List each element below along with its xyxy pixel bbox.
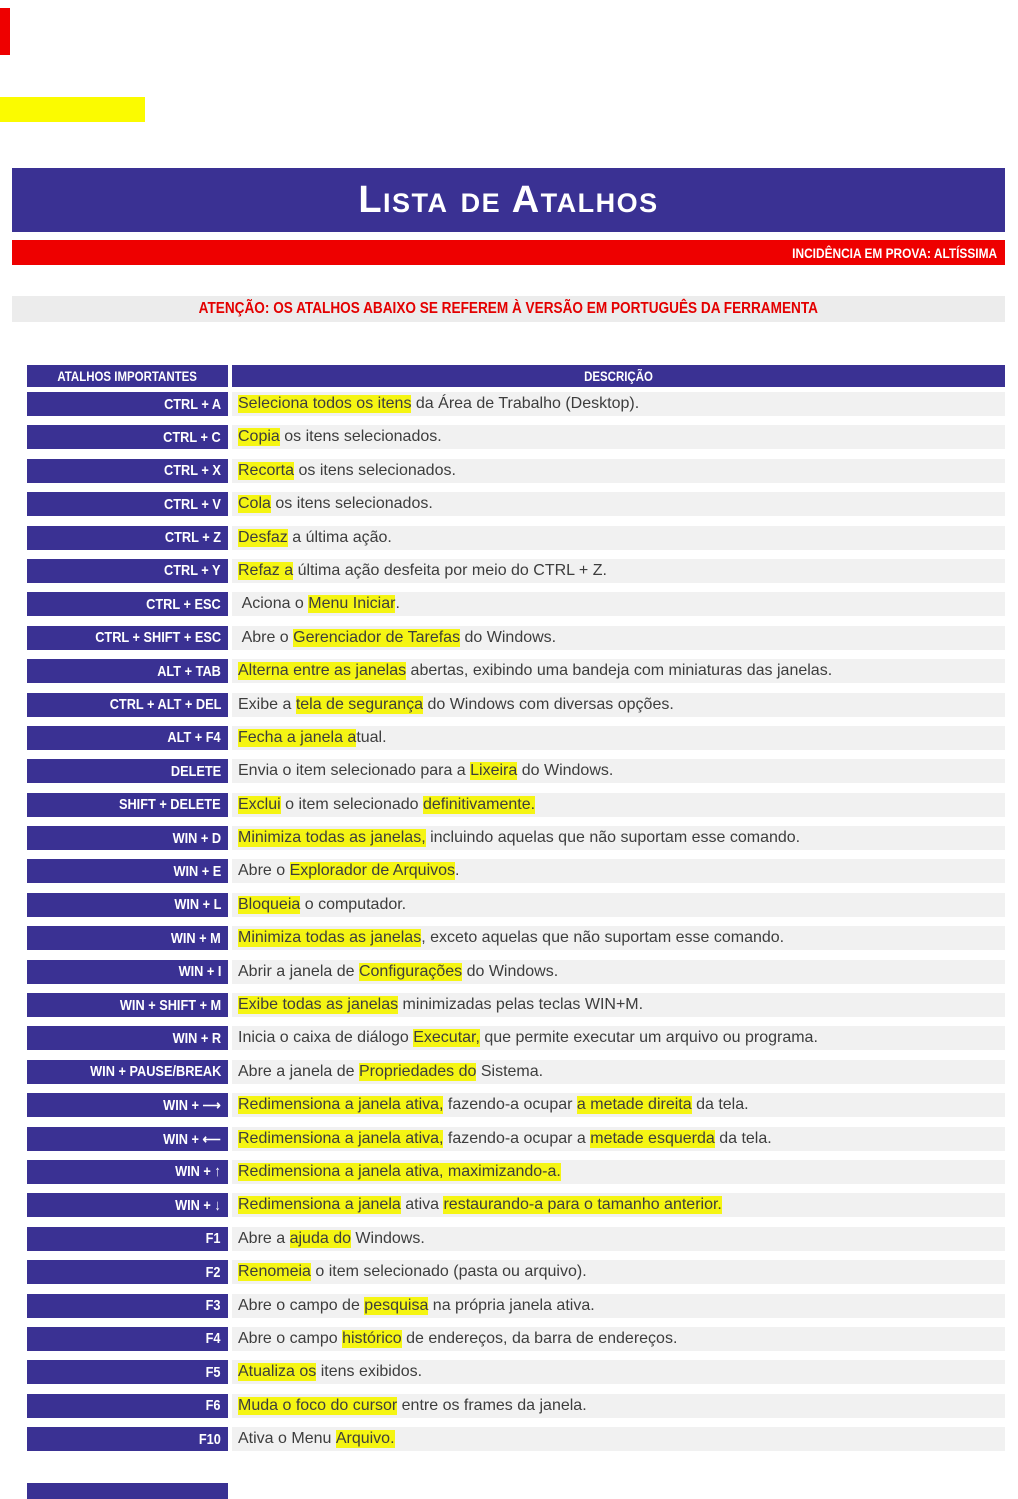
incidence-banner <box>12 240 1005 265</box>
warning-banner-text: ATENÇÃO: OS ATALHOS ABAIXO SE REFEREM À VERSÃO EM PORTUGUÊS DA FERRAMENTA <box>198 300 819 317</box>
shortcut-description: Envia o item selecionado para a Lixeira do Windows. <box>232 759 1005 783</box>
shortcut-description: Abre a ajuda do Windows. <box>232 1227 1005 1251</box>
shortcut-row <box>27 1427 1005 1451</box>
shortcut-description: Redimensiona a janela ativa, fazendo-a ocupar a metade direita da tela. <box>232 1093 1005 1117</box>
next-row-partial-bar <box>27 1483 228 1499</box>
shortcut-key-badge: CTRL + A <box>27 392 228 416</box>
incidence-banner-text: INCIDÊNCIA EM PROVA: ALTÍSSIMA <box>792 244 997 261</box>
shortcut-description: Abre o Explorador de Arquivos . <box>232 859 1005 883</box>
shortcut-row <box>27 559 1005 583</box>
shortcut-key-badge: WIN + SHIFT + M <box>27 993 228 1017</box>
shortcut-description: Ativa o Menu Arquivo. <box>232 1427 1005 1451</box>
shortcut-key-badge: WIN + I <box>27 960 228 984</box>
shortcut-row <box>27 993 1005 1017</box>
shortcut-key-badge: F10 <box>27 1427 228 1451</box>
shortcut-key-badge: WIN + PAUSE/BREAK <box>27 1060 228 1084</box>
shortcut-description: Abre o campo de pesquisa na própria janela ativa. <box>232 1294 1005 1318</box>
shortcut-row <box>27 893 1005 917</box>
shortcut-row <box>27 1327 1005 1351</box>
shortcut-row <box>27 1160 1005 1184</box>
shortcut-key-badge: SHIFT + DELETE <box>27 793 228 817</box>
shortcut-row <box>27 859 1005 883</box>
shortcut-key-badge: WIN + ↓ <box>27 1193 228 1217</box>
shortcut-description: Fecha a janela a tual. <box>232 726 1005 750</box>
shortcut-row <box>27 1193 1005 1217</box>
shortcut-key-badge: WIN + R <box>27 1026 228 1050</box>
shortcut-key-badge: WIN + ⟵ <box>27 1127 228 1151</box>
shortcut-description: Copia os itens selecionados. <box>232 425 1005 449</box>
shortcut-key-badge: CTRL + C <box>27 425 228 449</box>
title-bar <box>12 168 1005 232</box>
shortcut-description: Abre o Gerenciador de Tarefas do Windows. <box>232 626 1005 650</box>
shortcut-key-badge: CTRL + V <box>27 492 228 516</box>
shortcut-key-badge: WIN + ⟶ <box>27 1093 228 1117</box>
shortcut-description: Cola os itens selecionados. <box>232 492 1005 516</box>
shortcut-row <box>27 1026 1005 1050</box>
shortcut-key-badge: DELETE <box>27 759 228 783</box>
shortcut-row <box>27 1360 1005 1384</box>
page-edge-accent <box>0 8 10 55</box>
shortcut-key-badge: CTRL + X <box>27 459 228 483</box>
shortcut-row <box>27 425 1005 449</box>
shortcut-description: Desfaz a última ação. <box>232 526 1005 550</box>
shortcut-key-badge: F4 <box>27 1327 228 1351</box>
shortcut-description: Seleciona todos os itens da Área de Trabalho (Desktop). <box>232 392 1005 416</box>
shortcut-row <box>27 492 1005 516</box>
shortcut-row <box>27 592 1005 616</box>
shortcut-row <box>27 1260 1005 1284</box>
shortcut-description: Inicia o caixa de diálogo Executar, que permite executar um arquivo ou programa. <box>232 1026 1005 1050</box>
shortcut-key-badge: CTRL + Z <box>27 526 228 550</box>
shortcut-description: Exibe todas as janelas minimizadas pelas teclas WIN+M. <box>232 993 1005 1017</box>
shortcut-row <box>27 1093 1005 1117</box>
shortcut-row <box>27 459 1005 483</box>
shortcut-description: Alterna entre as janelas abertas, exibindo uma bandeja com miniaturas das janelas. <box>232 659 1005 683</box>
shortcut-description: Abre o campo histórico de endereços, da barra de endereços. <box>232 1327 1005 1351</box>
table-header-row <box>27 365 1005 387</box>
shortcut-key-badge: F5 <box>27 1360 228 1384</box>
shortcut-key-badge: CTRL + Y <box>27 559 228 583</box>
shortcut-description: Redimensiona a janela ativa, fazendo-a ocupar a metade esquerda da tela. <box>232 1127 1005 1151</box>
page-title: Lista de Atalhos <box>358 179 659 221</box>
column-header-shortcuts: ATALHOS IMPORTANTES <box>27 365 228 387</box>
shortcut-key-badge: CTRL + ESC <box>27 592 228 616</box>
yellow-highlight-block <box>0 97 145 122</box>
shortcut-description: Redimensiona a janela ativa restaurando-a para o tamanho anterior. <box>232 1193 1005 1217</box>
shortcut-key-badge: WIN + L <box>27 893 228 917</box>
shortcut-row <box>27 793 1005 817</box>
shortcut-key-badge: F1 <box>27 1227 228 1251</box>
shortcut-row <box>27 759 1005 783</box>
shortcut-description: Exibe a tela de segurança do Windows com diversas opções. <box>232 693 1005 717</box>
column-header-description: DESCRIÇÃO <box>232 365 1005 387</box>
shortcut-row <box>27 1227 1005 1251</box>
warning-banner <box>12 296 1005 322</box>
shortcut-key-badge: F3 <box>27 1294 228 1318</box>
shortcut-row <box>27 693 1005 717</box>
shortcut-row <box>27 659 1005 683</box>
shortcut-row <box>27 1060 1005 1084</box>
shortcut-description: Atualiza os itens exibidos. <box>232 1360 1005 1384</box>
shortcut-row <box>27 392 1005 416</box>
shortcut-description: Minimiza todas as janelas, incluindo aquelas que não suportam esse comando. <box>232 826 1005 850</box>
shortcut-key-badge: WIN + ↑ <box>27 1160 228 1184</box>
shortcut-description: Bloqueia o computador. <box>232 893 1005 917</box>
shortcut-row <box>27 1394 1005 1418</box>
shortcut-description: Recorta os itens selecionados. <box>232 459 1005 483</box>
shortcut-key-badge: WIN + D <box>27 826 228 850</box>
shortcut-row <box>27 726 1005 750</box>
shortcut-key-badge: F2 <box>27 1260 228 1284</box>
shortcut-description: Minimiza todas as janelas , exceto aquelas que não suportam esse comando. <box>232 926 1005 950</box>
shortcut-key-badge: WIN + E <box>27 859 228 883</box>
shortcut-key-badge: F6 <box>27 1394 228 1418</box>
shortcut-description: Redimensiona a janela ativa, maximizando-a. <box>232 1160 1005 1184</box>
shortcut-description: Aciona o Menu Iniciar . <box>232 592 1005 616</box>
shortcut-key-badge: ALT + F4 <box>27 726 228 750</box>
shortcuts-table <box>27 365 1005 1461</box>
shortcut-description: Muda o foco do cursor entre os frames da janela. <box>232 1394 1005 1418</box>
shortcut-row <box>27 960 1005 984</box>
shortcut-description: Exclui o item selecionado definitivamente. <box>232 793 1005 817</box>
shortcut-table-body <box>27 392 1005 1451</box>
shortcut-row <box>27 526 1005 550</box>
shortcut-row <box>27 926 1005 950</box>
shortcut-key-badge: WIN + M <box>27 926 228 950</box>
shortcut-row <box>27 1127 1005 1151</box>
shortcut-row <box>27 1294 1005 1318</box>
shortcut-description: Renomeia o item selecionado (pasta ou arquivo). <box>232 1260 1005 1284</box>
shortcut-description: Abre a janela de Propriedades do Sistema. <box>232 1060 1005 1084</box>
shortcut-row <box>27 626 1005 650</box>
shortcut-key-badge: CTRL + SHIFT + ESC <box>27 626 228 650</box>
shortcut-row <box>27 826 1005 850</box>
shortcut-description: Abrir a janela de Configurações do Windows. <box>232 960 1005 984</box>
shortcut-description: Refaz a última ação desfeita por meio do CTRL + Z. <box>232 559 1005 583</box>
shortcut-key-badge: ALT + TAB <box>27 659 228 683</box>
shortcut-key-badge: CTRL + ALT + DEL <box>27 693 228 717</box>
